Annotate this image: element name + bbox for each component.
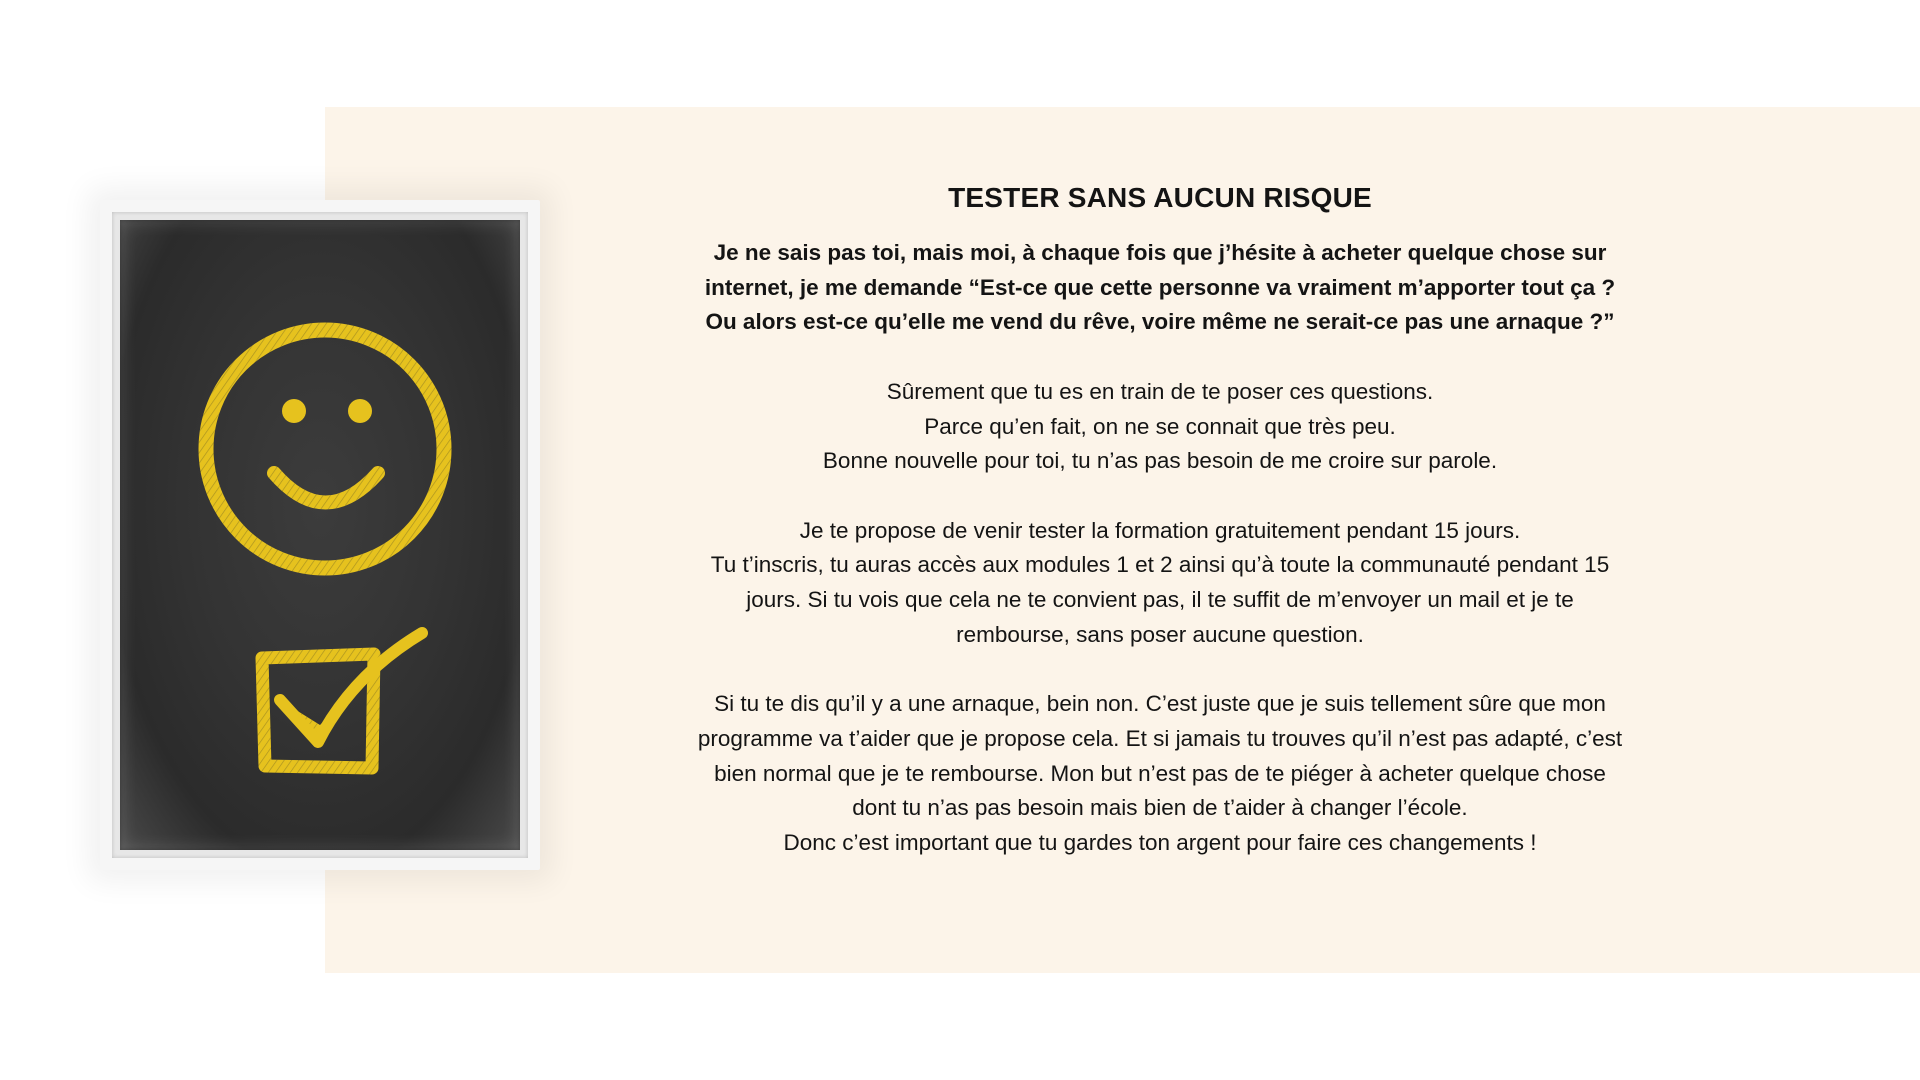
chalk-drawing — [120, 220, 520, 850]
paragraph-line: dont tu n’as pas besoin mais bien de t’aider à changer l’école. — [852, 795, 1468, 821]
framed-chalkboard-image — [100, 200, 540, 870]
paragraph-2 — [640, 375, 1680, 479]
smiley-face-icon — [206, 330, 444, 568]
paragraph-line: Parce qu’en fait, on ne se connait que très peu. — [924, 413, 1396, 439]
chalkboard — [120, 220, 520, 850]
intro-line: Ou alors est-ce qu’elle me vend du rêve, voire même ne serait-ce pas une arnaque ?” — [705, 309, 1615, 335]
text-block — [640, 168, 1680, 861]
checked-box-icon — [262, 633, 422, 768]
paragraph-line: Tu t’inscris, tu auras accès aux modules 1 et 2 ainsi qu’à toute la communauté pendant 15 — [710, 552, 1610, 578]
paragraph-line: jours. Si tu vois que cela ne te convient pas, il te suffit de m’envoyer un mail et je te — [746, 587, 1574, 612]
paragraph-line: rembourse, sans poser aucune question. — [956, 621, 1364, 647]
paragraph-line: Bonne nouvelle pour toi, tu n’as pas besoin de me croire sur parole. — [822, 448, 1498, 474]
paragraph-line: Donc c’est important que tu gardes ton argent pour faire ces changements ! — [783, 829, 1537, 855]
paragraph-line: Sûrement que tu es en train de te poser ces questions. — [886, 378, 1434, 404]
paragraph-line: bien normal que je te rembourse. Mon but n’est pas de te piéger à acheter quelque chose — [714, 760, 1606, 786]
paragraph-line: Si tu te dis qu’il y a une arnaque, bein non. C’est juste que je suis tellement sûre que mon — [714, 691, 1606, 717]
intro-line: internet, je me demande “Est-ce que cette personne va vraiment m’apporter tout ça ? — [704, 274, 1616, 300]
intro-paragraph — [640, 236, 1680, 340]
paragraph-line: programme va t’aider que je propose cela. Et si jamais tu trouves qu’il n’est pas adapté, c’est — [697, 725, 1623, 751]
intro-line: Je ne sais pas toi, mais moi, à chaque fois que j’hésite à acheter quelque chose sur — [713, 240, 1607, 265]
paragraph-3 — [640, 514, 1680, 653]
paragraph-4 — [640, 687, 1680, 861]
paragraph-line: Je te propose de venir tester la formation gratuitement pendant 15 jours. — [799, 517, 1521, 543]
section-title: TESTER SANS AUCUN RISQUE — [948, 182, 1372, 213]
frame-mat — [112, 212, 528, 858]
